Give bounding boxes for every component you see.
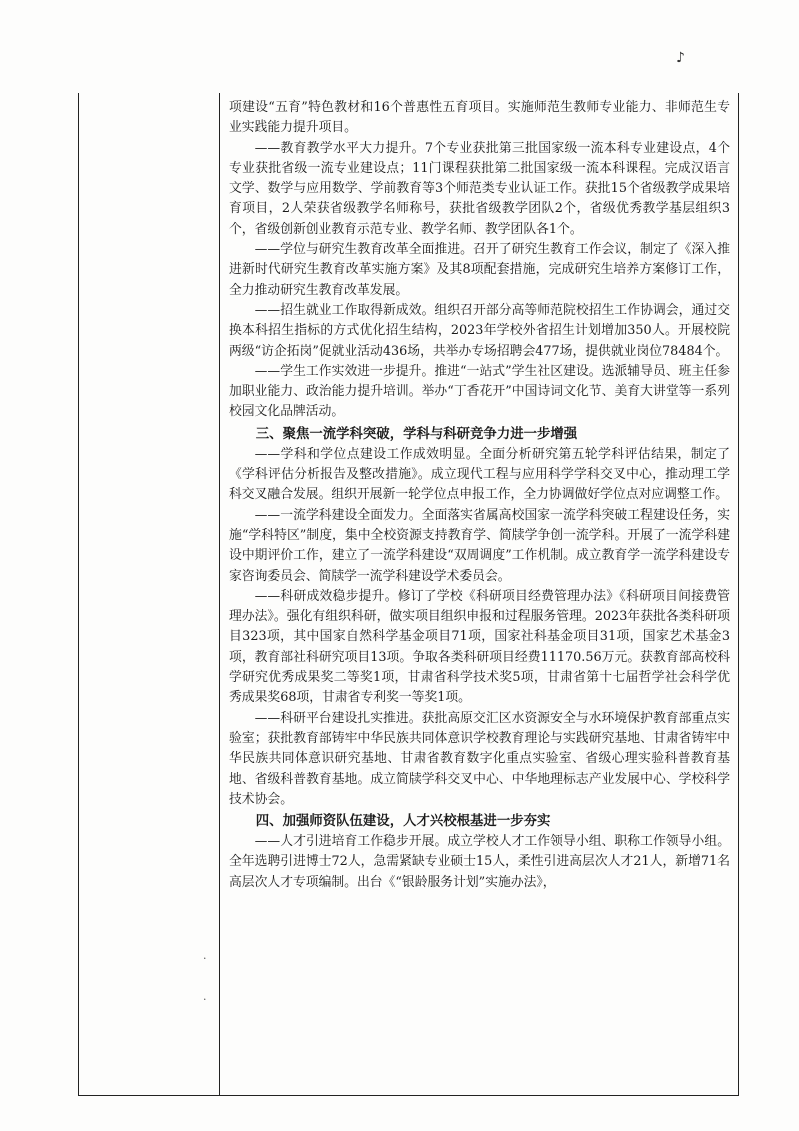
paragraph-body: 全面分析研究第五轮学科评估结果，制定了《学科评估分析报告及整改措施》。成立现代工程与应用科学学科交叉中心，推动理工学科交叉融合发展。组织开展新一轮学位点申报工作，全力协调做好学位点对应调整工作。 — [229, 446, 731, 503]
paragraph-body: 项建设“五育”特色教材和16个普惠性五育项目。实施师范生教师专业能力、非师范生专业实践能力提升项目。 — [229, 100, 730, 136]
section-heading-3: 三、聚焦一流学科突破，学科与科研竞争力进一步增强 — [255, 426, 578, 442]
table-right-border — [738, 93, 739, 1096]
paragraph-body: 推进“一站式”学生社区建设。选派辅导员、班主任参加职业能力、政治能力提升培训。举办“丁香花开”中国诗词文化节、美育大讲堂等一系列校园文化品牌活动。 — [229, 363, 730, 420]
section-heading-4: 四、加强师资队伍建设，人才兴校根基进一步夯实 — [255, 814, 551, 830]
margin-mark: · — [203, 952, 207, 965]
margin-mark: · — [203, 993, 207, 1006]
paragraph-lead: ——科研平台建设扎实推进。 — [254, 710, 422, 726]
paragraph-body: 7个专业获批第三批国家级一流本科专业建设点，4个专业获批省级一流专业建设点；11门课程获批第二批国家级一流本科课程。完成汉语言文学、数学与应用数学、学前教育等3个师范类专业认证工作。获批15个省级教学成果培育项目，2人荣获省级教学名师称号，获批省级教学团队2个，省级优秀教学基层组织3个，省级创新创业教育示范专业、教学名师、教学团队各1个。 — [229, 140, 730, 237]
paragraph-lead: ——教育教学水平大力提升。 — [254, 140, 425, 156]
paragraph-body: 组织召开部分高等师范院校招生工作协调会，通过交换本科招生指标的方式优化招生结构，2023年学校外省招生计划增加350人。开展校院两级“访企拓岗”促就业活动436场，共举办专场招聘会477场，提供就业岗位78484个。 — [229, 302, 731, 359]
paragraph-body: 召开了研究生教育工作会议，制定了《深入推进新时代研究生教育改革实施方案》及其8项配套措施，完成研究生培养方案修订工作，全力推动研究生教育改革发展。 — [229, 242, 731, 298]
paragraph-body: 修订了学校《科研项目经费管理办法》《科研项目间接费管理办法》。强化有组织科研，做实项目组织申报和过程服务管理。2023年获批各类科研项目323项，其中国家自然科学基金项目71项，国家社科基金项目31项，国家艺术基金3项，教育部社科研究项目13项。争取各类科研项目经费11170.56万元。获教育部高校科学研究优秀成果奖二等奖1项，甘肃省科学技术奖5项，甘肃省第十七届哲学社会科学优秀成果奖68项，甘肃省专利奖一等奖1项。 — [229, 588, 730, 706]
table-left-border — [78, 93, 79, 1096]
paragraph-lead: ——招生就业工作取得新成效。 — [254, 302, 435, 318]
paragraph-body: 成立学校人才工作领导小组、职称工作领导小组。全年选聘引进博士72人，急需紧缺专业硕士15人，柔性引进高层次人才21人，新增71名高层次人才专项编制。出台《“银龄服务计划”实施办法》， — [229, 834, 731, 890]
corner-handwritten-mark: ♪ — [676, 50, 685, 66]
table-bottom-border — [78, 1095, 739, 1096]
paragraph-body: 全面落实省属高校国家一流学科突破工程建设任务，实施“学科特区”制度，集中全校资源支持教育学、简牍学争创一流学科。开展了一流学科建设中期评价工作，建立了一流学科建设“双周调度”工作机制。成立教育学一流学科建设专家咨询委员会、简牍学一流学科建设学术委员会。 — [229, 507, 731, 584]
paragraph-lead: ——学科和学位点建设工作成效明显。 — [254, 446, 480, 462]
paragraph-research-platforms — [229, 709, 730, 810]
paragraph-talent-recruitment — [229, 832, 730, 893]
paragraph-lead: ——科研成效稳步提升。 — [254, 588, 398, 604]
paragraph-lead: ——人才引进培育工作稳步开展。 — [254, 834, 448, 850]
paragraph-first-class-discipline — [229, 506, 730, 587]
paragraph-teaching-quality — [229, 139, 730, 240]
paragraph-lead: ——学生工作实效进一步提升。 — [254, 363, 435, 379]
paragraph-body: 获批高原交汇区水资源安全与水环境保护教育部重点实验室；获批教育部铸牢中华民族共同体意识学校教育理论与实践研究基地、甘肃省铸牢中华民族共同体意识研究基地、甘肃省教育数字化重点实验室、省级心理实验科普教育基地、省级科普教育基地。成立简牍学科交叉中心、中华地理标志产业发展中心、学校科学技术协会。 — [229, 710, 731, 807]
paragraph-lead: ——一流学科建设全面发力。 — [254, 507, 422, 523]
table-column-divider — [219, 93, 220, 1096]
paragraph-graduate-education — [229, 240, 730, 301]
paragraph-discipline-degree — [229, 445, 730, 506]
paragraph-admissions-employment — [229, 301, 730, 362]
report-text-cell — [229, 98, 730, 893]
paragraph-continuation — [229, 98, 730, 139]
paragraph-research-results — [229, 587, 730, 709]
paragraph-lead: ——学位与研究生教育改革全面推进。 — [254, 242, 474, 258]
paragraph-student-work — [229, 362, 730, 423]
